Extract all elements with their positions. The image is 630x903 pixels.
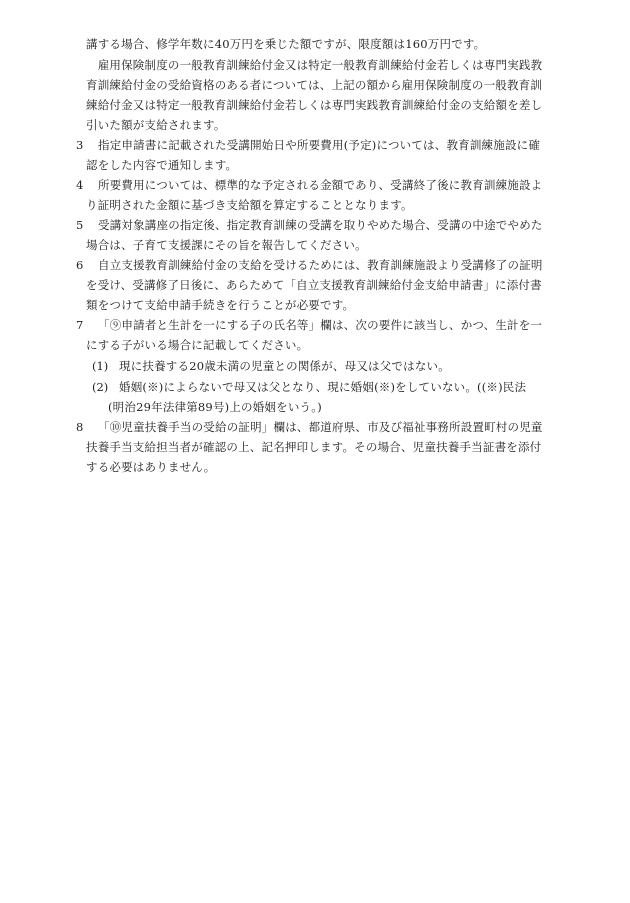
subitem-line: 現に扶養する20歳未満の児童との関係が、母又は父ではない。	[119, 359, 450, 373]
item-line: 「⑩児童扶養手当の受給の証明」欄は、都道府県、市及び福祉事務所設置町村の児童	[98, 420, 543, 434]
intro-line: 引いた額が支給されます。	[86, 118, 226, 132]
item-line: 自立支援教育訓練給付金の支給を受けるためには、教育訓練施設より受講修了の証明	[98, 258, 543, 272]
item-number: 6	[76, 258, 84, 272]
item-number: 3	[76, 138, 84, 152]
item-line: 扶養手当支給担当者が確認の上、記名押印します。その場合、児童扶養手当証書を添付	[86, 440, 542, 454]
item-line: にする子がいる場合に記載してください。	[86, 338, 309, 352]
item-line: 所要費用については、標準的な予定される金額であり、受講終了後に教育訓練施設よ	[98, 178, 543, 192]
item-line: する必要はありません。	[86, 460, 216, 474]
item-line: 類をつけて支給申請手続きを行うことが必要です。	[86, 298, 355, 312]
intro-line: 雇用保険制度の一般教育訓練給付金又は特定一般教育訓練給付金若しくは専門実践教	[86, 58, 543, 72]
item-line: 認をした内容で通知します。	[86, 158, 238, 172]
item-number: 5	[76, 218, 84, 232]
subitem-line: 婚姻(※)によらないで母又は父となり、現に婚姻(※)をしていない。((※)民法	[119, 380, 527, 394]
item-number: 8	[76, 420, 84, 434]
item-line: 指定申請書に記載された受講開始日や所要費用(予定)については、教育訓練施設に確	[98, 138, 541, 152]
item-number: 7	[76, 318, 84, 332]
subitem-line: (明治29年法律第89号)上の婚姻をいう。)	[108, 400, 322, 414]
intro-line: 練給付金又は特定一般教育訓練給付金若しくは専門実践教育訓練給付金の支給額を差し	[86, 98, 543, 112]
subitem-number: (2)	[92, 380, 109, 394]
item-line: 受講対象講座の指定後、指定教育訓練の受講を取りやめた場合、受講の中途でやめた	[98, 218, 543, 232]
intro-line: 講する場合、修学年数に40万円を乗じた額ですが、限度額は160万円です。	[86, 37, 486, 51]
item-number: 4	[76, 178, 84, 192]
item-line: 場合は、子育て支援課にその旨を報告してください。	[86, 238, 367, 252]
intro-line: 育訓練給付金の受給資格のある者については、上記の額から雇用保険制度の一般教育訓	[86, 78, 543, 92]
item-line: り証明された金額に基づき支給額を算定することとなります。	[86, 198, 413, 212]
item-line: 「⑨申請者と生計を一にする子の氏名等」欄は、次の要件に該当し、かつ、生計を一	[98, 318, 543, 332]
item-line: を受け、受講修了日後に、あらためて「自立支援教育訓練給付金支給申請書」に添付書	[86, 278, 542, 292]
subitem-number: (1)	[92, 359, 109, 373]
